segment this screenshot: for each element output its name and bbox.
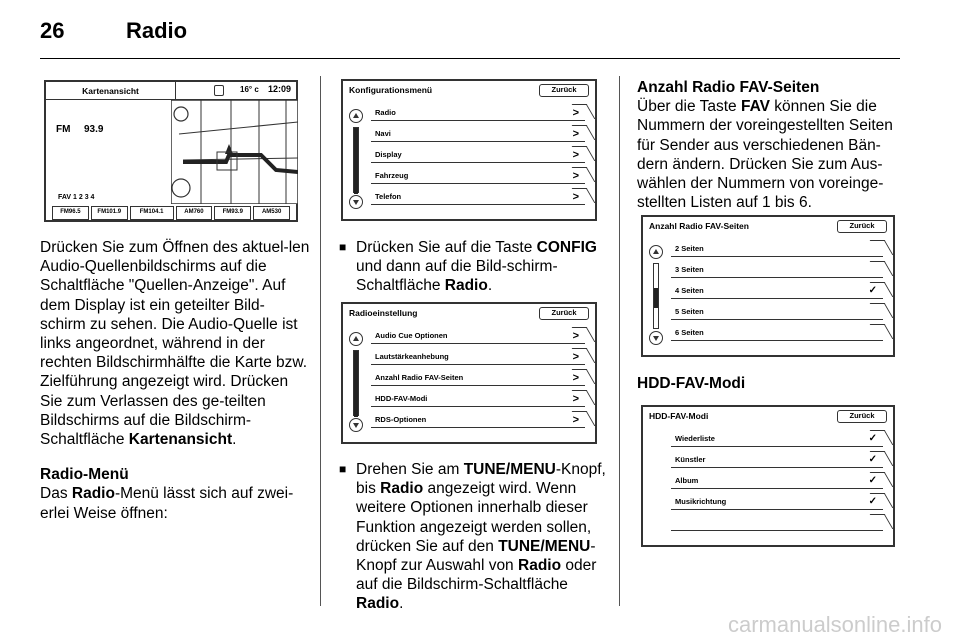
menu-item[interactable]: Anzahl Radio FAV-Seiten >	[371, 370, 585, 386]
scroll-up-icon[interactable]	[649, 245, 663, 259]
map-view-screen	[44, 80, 298, 222]
column-1-text	[40, 238, 310, 539]
checkmark-icon: ✓	[868, 475, 877, 486]
screen-title: Kartenansicht	[46, 82, 176, 100]
menu-item[interactable]: Navi >	[371, 126, 585, 142]
checkmark-icon: ✓	[868, 433, 877, 444]
back-button[interactable]: Zurück	[539, 84, 589, 97]
back-button[interactable]: Zurück	[837, 410, 887, 423]
scroll-down-icon[interactable]	[349, 418, 363, 432]
scrollbar[interactable]	[353, 127, 359, 193]
menu-item[interactable]: 4 Seiten ✓	[671, 283, 883, 299]
chevron-right-icon: >	[572, 149, 579, 161]
paragraph: Über die Taste FAV können Sie die Nummern der voreingestellten Seiten für Sender aus verschiedenen Bän-dern ändern. Drücken Sie zum Aus-wählen der Nummern von voreinge-stellten Listen auf 1 bis 6.	[637, 98, 893, 212]
menu-item[interactable]: Telefon >	[371, 189, 585, 205]
chevron-right-icon: >	[572, 191, 579, 203]
chevron-right-icon: >	[572, 414, 579, 426]
menu-item-empty[interactable]	[671, 515, 883, 531]
clock: 12:09	[268, 84, 292, 94]
column-3-heading-2	[637, 374, 905, 393]
chevron-right-icon: >	[572, 372, 579, 384]
menu-item[interactable]: Künstler ✓	[671, 452, 883, 468]
column-3-text	[637, 78, 905, 228]
section-heading: Anzahl Radio FAV-Seiten	[637, 79, 820, 96]
scroll-up-icon[interactable]	[349, 332, 363, 346]
menu-item[interactable]: Album ✓	[671, 473, 883, 489]
menu-item[interactable]: 2 Seiten	[671, 241, 883, 257]
band-label: FM	[56, 124, 71, 135]
header-rule	[40, 58, 900, 59]
preset-button[interactable]: FM101.9	[91, 206, 128, 220]
page-number: 26	[40, 18, 65, 43]
menu-item[interactable]: Audio Cue Optionen >	[371, 328, 585, 344]
menu-item[interactable]: RDS-Optionen >	[371, 412, 585, 428]
screen-title: Radioeinstellung	[349, 308, 418, 318]
page-title: Radio	[126, 18, 188, 43]
scrollbar[interactable]	[653, 263, 659, 329]
config-menu-screen	[341, 79, 597, 221]
back-button[interactable]: Zurück	[837, 220, 887, 233]
info-icon	[214, 85, 224, 96]
scroll-up-icon[interactable]	[349, 109, 363, 123]
page-header	[40, 18, 187, 48]
screen-title: Anzahl Radio FAV-Seiten	[649, 221, 749, 231]
preset-button[interactable]: FM96.5	[52, 206, 89, 220]
section-heading: Radio-Menü	[40, 466, 129, 484]
chevron-right-icon: >	[572, 393, 579, 405]
paragraph: Das Radio-Menü lässt sich auf zwei-erlei Weise öffnen:	[40, 485, 294, 522]
paragraph: Drücken Sie zum Öffnen des aktuel-len Audio-Quellenbildschirms auf die Schaltfläche "Quellen-Anzeige". Auf dem Display ist ein geteilter Bild-schirm zu sehen. Die Audio-Quelle ist links angeordnet, während in der rechten Bildschirmhälfte die Karte bzw. Zielführung angezeigt wird. Drücken Sie zum Verlassen des ge-teilten Bildschirms auf die Bildschirm-Schaltfläche Kartenansicht.	[40, 239, 310, 449]
preset-button[interactable]: AM530	[253, 206, 290, 220]
screen-title: HDD-FAV-Modi	[649, 411, 709, 421]
frequency: 93.9	[84, 124, 104, 135]
checkmark-icon: ✓	[868, 454, 877, 465]
fav-pages-screen	[641, 215, 895, 357]
chevron-right-icon: >	[572, 330, 579, 342]
scrollbar[interactable]	[353, 350, 359, 416]
back-button[interactable]: Zurück	[539, 307, 589, 320]
chevron-right-icon: >	[572, 128, 579, 140]
chevron-right-icon: >	[572, 107, 579, 119]
section-heading: HDD-FAV-Modi	[637, 375, 746, 392]
chevron-right-icon: >	[572, 351, 579, 363]
checkmark-icon: ✓	[868, 285, 877, 296]
menu-item[interactable]: Wiederliste ✓	[671, 431, 883, 447]
preset-button[interactable]: FM104.1	[130, 206, 174, 220]
menu-item[interactable]: Display >	[371, 147, 585, 163]
menu-item[interactable]: Lautstärkeanhebung >	[371, 349, 585, 365]
radio-settings-screen	[341, 302, 597, 444]
menu-item[interactable]: 5 Seiten	[671, 304, 883, 320]
menu-item[interactable]: Fahrzeug >	[371, 168, 585, 184]
preset-bar	[52, 206, 290, 220]
screen-title: Konfigurationsmenü	[349, 85, 433, 95]
checkmark-icon: ✓	[868, 496, 877, 507]
scroll-down-icon[interactable]	[649, 331, 663, 345]
chevron-right-icon: >	[572, 170, 579, 182]
menu-item[interactable]: 6 Seiten	[671, 325, 883, 341]
fav-pages: FAV 1 2 3 4	[58, 194, 95, 201]
preset-button[interactable]: AM760	[176, 206, 213, 220]
watermark: carmanualsonline.info	[727, 612, 942, 637]
bullet-1: ■ Drücken Sie auf die Taste CONFIG und dann auf die Bild-schirm-Schaltfläche Radio.	[339, 238, 607, 296]
column-divider	[320, 76, 321, 606]
scroll-down-icon[interactable]	[349, 195, 363, 209]
preset-button[interactable]: FM93.9	[214, 206, 251, 220]
temperature: 16° c	[240, 85, 259, 94]
map-area	[171, 100, 298, 204]
column-divider	[619, 76, 620, 606]
bullet-2: ■ Drehen Sie am TUNE/MENU-Knopf, bis Radio angezeigt wird. Wenn weitere Optionen innerhalb dieser Funktion angezeigt werden sollen, drücken Sie auf den TUNE/MENU-Knopf zur Auswahl von Radio oder auf die Bildschirm-Schaltfläche Radio.	[339, 460, 609, 614]
hdd-fav-modes-screen	[641, 405, 895, 547]
menu-item[interactable]: 3 Seiten	[671, 262, 883, 278]
status-bar	[176, 82, 296, 100]
menu-item[interactable]: Radio >	[371, 105, 585, 121]
menu-item[interactable]: HDD-FAV-Modi >	[371, 391, 585, 407]
menu-item[interactable]: Musikrichtung ✓	[671, 494, 883, 510]
